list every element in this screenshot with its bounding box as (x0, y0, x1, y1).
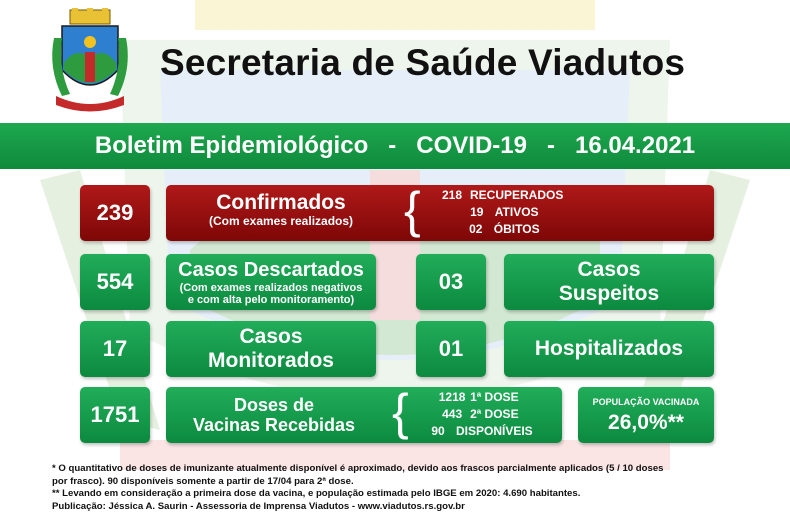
recovered-row: 218 RECUPERADOS (441, 188, 564, 202)
footnote-1b: por frasco). 90 disponíveis somente a partir de 17/04 para 2ª dose. (52, 475, 354, 487)
brace-icon-2: { (392, 384, 409, 440)
monitored-count: 17 (102, 336, 128, 361)
bulletin-banner (0, 123, 790, 169)
banner-separator-2: - (546, 132, 555, 159)
banner-topic: COVID-19 (416, 132, 527, 159)
footnote-2: ** Levando em consideração a primeira dose da vacina, e população estimada pelo IBGE em 2020: 4.690 habitantes. (52, 488, 581, 500)
discarded-count-box (80, 254, 150, 310)
discarded-sub-2: e com alta pelo monitoramento) (187, 294, 355, 306)
hospitalized-count: 01 (438, 336, 464, 361)
suspected-box (504, 254, 714, 310)
banner-date: 16.04.2021 (575, 132, 696, 159)
vaccinated-population-label: POPULAÇÃO VACINADA (592, 396, 700, 407)
active-row: 19 ATIVOS (470, 205, 539, 219)
confirmed-label: Confirmados (216, 191, 346, 214)
available-dose-row: 90 DISPONÍVEIS (431, 424, 533, 438)
suspected-label-2: Suspeitos (558, 282, 660, 305)
crest-emblem (48, 8, 132, 112)
first-dose-row: 1218 1ª DOSE (438, 390, 519, 404)
deaths-row: 02 ÓBITOS (469, 222, 540, 236)
monitored-count-box (80, 321, 150, 377)
banner-separator: - (388, 132, 397, 159)
publication-credit: Publicação: Jéssica A. Saurin - Assessoria de Imprensa Viadutos - www.viadutos.rs.gov.br (52, 500, 465, 512)
monitored-box (166, 321, 376, 377)
suspected-count-box (416, 254, 486, 310)
discarded-sub-1: (Com exames realizados negativos (179, 282, 363, 294)
vaccine-box (166, 384, 562, 443)
discarded-box (166, 254, 376, 310)
second-dose-row: 443 2ª DOSE (442, 407, 519, 421)
vaccine-label-2: Vacinas Recebidas (192, 415, 356, 435)
confirmed-sub: (Com exames realizados) (208, 214, 354, 228)
confirmed-count: 239 (96, 200, 134, 225)
vaccinated-population-box (578, 387, 714, 443)
footnote-1a: * O quantitativo de doses de imunizante atualmente disponível é aproximado, devido aos frascos parcialmente aplicados (5 / 10 doses (52, 463, 664, 474)
discarded-count: 554 (96, 269, 134, 294)
monitored-label-2: Monitorados (208, 349, 334, 372)
vaccine-label-1: Doses de (233, 395, 315, 415)
vaccine-count-box (80, 387, 150, 443)
vaccinated-population-value: 26,0%** (608, 410, 684, 434)
footnotes (52, 463, 767, 513)
suspected-label-1: Casos (577, 258, 641, 281)
confirmed-count-box (80, 185, 150, 241)
vaccine-count: 1751 (90, 402, 140, 427)
suspected-count: 03 (438, 269, 464, 294)
discarded-label: Casos Descartados (178, 259, 364, 281)
page-title: Secretaria de Saúde Viadutos (160, 42, 686, 83)
hospitalized-count-box (416, 321, 486, 377)
hospitalized-label: Hospitalizados (534, 337, 684, 360)
brace-icon: { (404, 182, 421, 238)
hospitalized-box (504, 321, 714, 377)
confirmed-box (166, 182, 714, 241)
banner-title: Boletim Epidemiológico (94, 132, 369, 159)
monitored-label-1: Casos (239, 325, 303, 348)
